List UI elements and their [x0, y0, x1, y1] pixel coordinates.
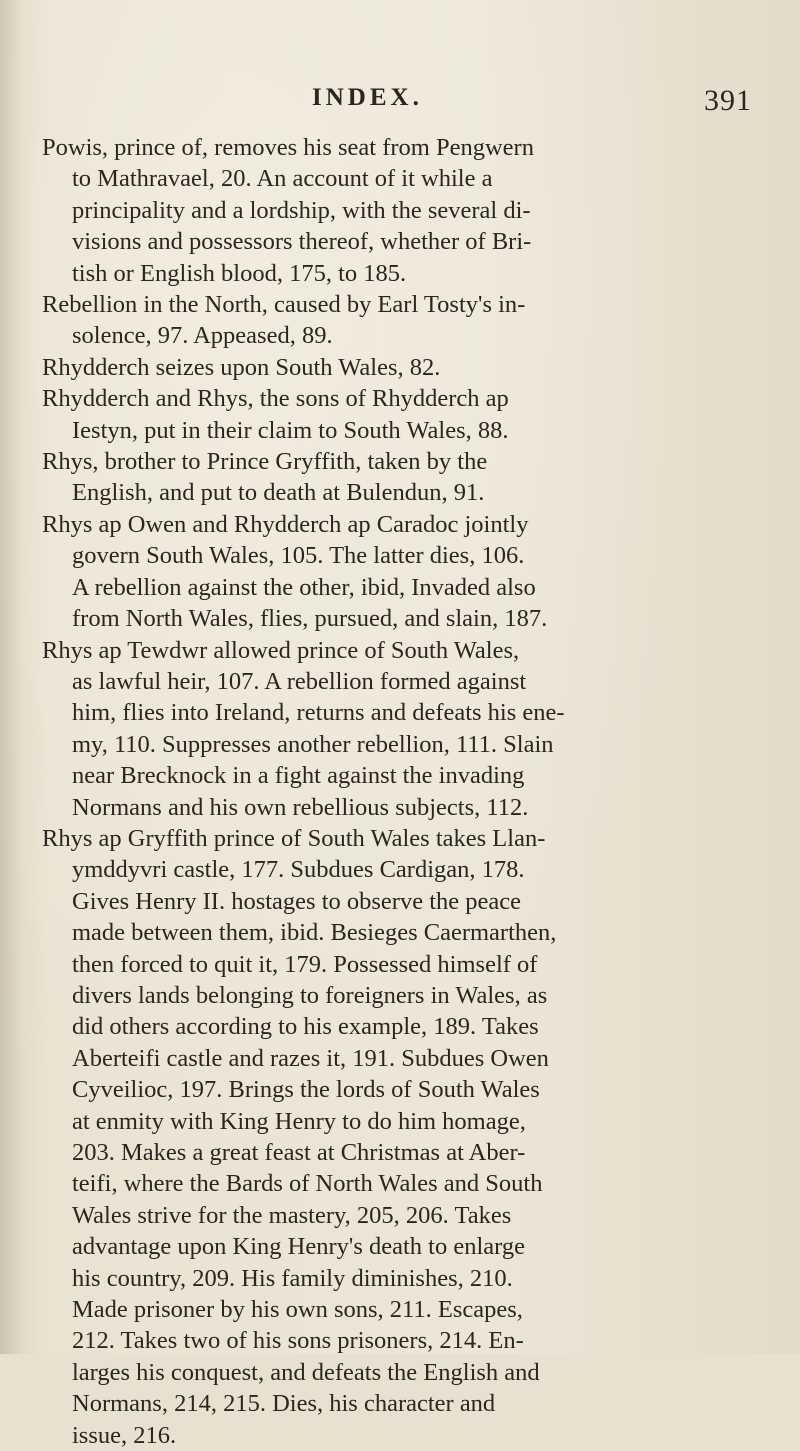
entry-line: at enmity with King Henry to do him homage,: [72, 1107, 526, 1135]
entry-line: as lawful heir, 107. A rebellion formed against: [72, 667, 527, 695]
page-number: 391: [704, 84, 752, 117]
entry-line: made between them, ibid. Besieges Caermarthen,: [72, 919, 557, 947]
entry-line: Normans, 214, 215. Dies, his character and: [72, 1390, 496, 1418]
entry-line: my, 110. Suppresses another rebellion, 111. Slain: [72, 730, 554, 758]
index-entry: [42, 383, 682, 446]
entry-line: teifi, where the Bards of North Wales and South: [72, 1170, 543, 1198]
entry-line: Aberteifi castle and razes it, 191. Subdues Owen: [72, 1044, 549, 1072]
entry-line: A rebellion against the other, ibid, Invaded also: [72, 573, 536, 601]
entry-line: Rhys ap Owen and Rhydderch ap Caradoc jointly: [42, 510, 529, 538]
entry-line: did others according to his example, 189. Takes: [72, 1013, 539, 1041]
entry-line: his country, 209. His family diminishes, 210.: [72, 1264, 513, 1292]
entry-line: 203. Makes a great feast at Christmas at Aber-: [72, 1139, 526, 1166]
entry-line: from North Wales, flies, pursued, and slain, 187.: [72, 605, 548, 633]
page-header: [0, 84, 800, 124]
index-entry: [42, 823, 682, 1451]
entry-line: solence, 97. Appeased, 89.: [72, 322, 333, 350]
entry-line: Powis, prince of, removes his seat from Pengwern: [42, 134, 534, 161]
index-entry: [42, 289, 682, 352]
entry-line: advantage upon King Henry's death to enlarge: [72, 1233, 525, 1261]
gutter-shadow: [0, 0, 22, 1354]
entry-line: Rhydderch and Rhys, the sons of Rhydderch ap: [42, 385, 509, 413]
entry-line: Rhys, brother to Prince Gryffith, taken by the: [42, 448, 488, 476]
entry-line: 212. Takes two of his sons prisoners, 214. En-: [72, 1327, 524, 1355]
entry-line: him, flies into Ireland, returns and defeats his ene-: [72, 699, 565, 727]
entry-line: Rhys ap Tewdwr allowed prince of South Wales,: [42, 636, 520, 664]
entry-line: Gives Henry II. hostages to observe the peace: [72, 887, 522, 915]
entry-line: Wales strive for the mastery, 205, 206. Takes: [72, 1201, 512, 1229]
entry-line: ymddyvri castle, 177. Subdues Cardigan, 178.: [72, 856, 525, 884]
entry-line: to Mathravael, 20. An account of it while a: [72, 165, 493, 193]
index-entry: [42, 509, 682, 635]
entry-line: divers lands belonging to foreigners in Wales, as: [72, 981, 548, 1009]
entry-line: Rhydderch seizes upon South Wales, 82.: [42, 353, 441, 381]
entry-line: English, and put to death at Bulendun, 91.: [72, 479, 485, 507]
index-entry: [42, 635, 682, 823]
index-entry: [42, 132, 682, 289]
entry-line: Cyveilioc, 197. Brings the lords of South Wales: [72, 1076, 540, 1104]
entry-line: govern South Wales, 105. The latter dies, 106.: [72, 542, 525, 570]
entry-line: Iestyn, put in their claim to South Wales, 88.: [72, 416, 509, 444]
entry-line: Rhys ap Gryffith prince of South Wales takes Llan-: [42, 824, 546, 852]
entry-line: near Brecknock in a fight against the invading: [72, 762, 525, 790]
index-entry: [42, 446, 682, 509]
entry-line: Made prisoner by his own sons, 211. Escapes,: [72, 1296, 523, 1324]
index-entry: [42, 352, 682, 383]
entry-line: principality and a lordship, with the several di-: [72, 196, 531, 224]
entry-line: Normans and his own rebellious subjects, 112.: [72, 793, 529, 821]
entry-line: issue, 216.: [72, 1421, 177, 1449]
entry-line: larges his conquest, and defeats the English and: [72, 1358, 540, 1386]
running-title: INDEX.: [312, 84, 423, 111]
entry-line: tish or English blood, 175, to 185.: [72, 259, 407, 287]
entry-line: visions and possessors thereof, whether of Bri-: [72, 228, 532, 256]
entry-line: Rebellion in the North, caused by Earl Tosty's in-: [42, 291, 526, 319]
entry-line: then forced to quit it, 179. Possessed himself of: [72, 950, 538, 978]
index-entries: [42, 132, 682, 1451]
